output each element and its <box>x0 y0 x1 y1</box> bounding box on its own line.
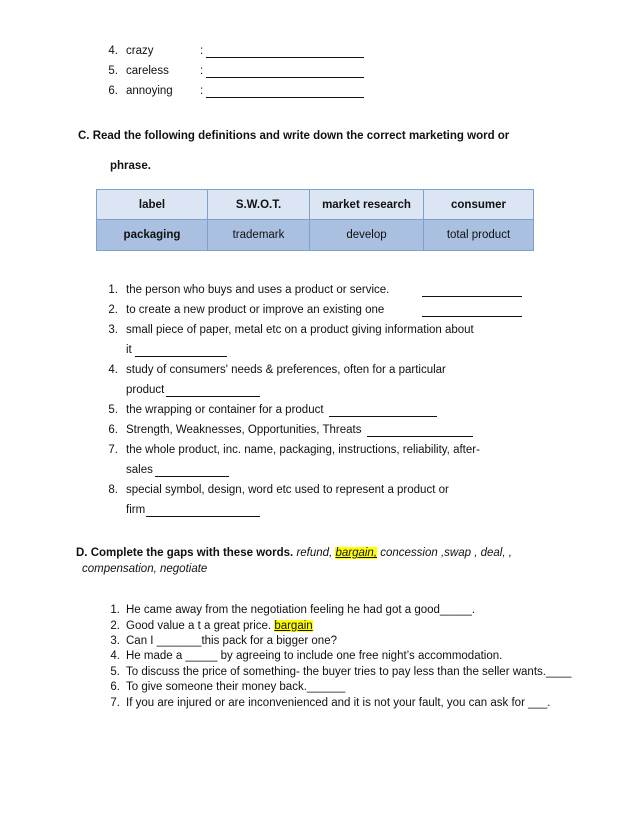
table-cell: market research <box>310 190 424 220</box>
item-text-cont: product <box>126 384 165 396</box>
item-number: 5. <box>108 404 118 416</box>
table-row <box>97 190 534 220</box>
answer-line[interactable] <box>206 45 364 58</box>
table-cell: label <box>97 190 208 220</box>
section-c-heading-cont: phrase. <box>110 160 151 172</box>
item-number: 6. <box>110 681 120 693</box>
table-row <box>97 220 534 251</box>
item-number: 2. <box>110 620 120 632</box>
adjective-word: annoying <box>126 85 173 97</box>
highlighted-answer: bargain <box>274 620 313 632</box>
table-cell: total product <box>424 220 534 251</box>
answer-line[interactable] <box>206 65 364 78</box>
item-number: 2. <box>108 304 118 316</box>
item-number: 6. <box>108 424 118 436</box>
table-cell: consumer <box>424 190 534 220</box>
word-list: refund, <box>293 547 336 559</box>
answer-line[interactable] <box>166 384 260 397</box>
section-c-heading: C. Read the following definitions and write down the correct marketing word or <box>78 130 510 142</box>
item-text: study of consumers' needs & preferences, often for a particular <box>126 364 446 376</box>
answer-line[interactable] <box>367 424 473 437</box>
answer-line[interactable] <box>135 344 227 357</box>
answer-line[interactable] <box>146 504 260 517</box>
answer-line[interactable] <box>155 464 229 477</box>
section-d-title: D. Complete the gaps with these words. <box>76 547 294 559</box>
table-cell: S.W.O.T. <box>208 190 310 220</box>
item-text: the person who buys and uses a product or service. <box>126 284 390 296</box>
highlighted-word: bargain, <box>335 547 378 559</box>
item-number: 1. <box>108 284 118 296</box>
word-list-cont: compensation, negotiate <box>82 563 208 575</box>
colon: : <box>200 65 204 77</box>
item-number: 5. <box>108 65 118 77</box>
item-number: 7. <box>108 444 118 456</box>
word-bank-table <box>96 189 534 251</box>
item-number: 4. <box>108 364 118 376</box>
item-text: To discuss the price of something- the buyer tries to pay less than the seller wants.____ <box>126 666 572 678</box>
item-text: Strength, Weaknesses, Opportunities, Threats <box>126 424 362 436</box>
item-number: 8. <box>108 484 118 496</box>
item-text-main: Good value a t a great price. <box>126 620 275 632</box>
adjective-word: crazy <box>126 45 154 57</box>
item-text: the wrapping or container for a product <box>126 404 324 416</box>
table-cell: develop <box>310 220 424 251</box>
item-number: 6. <box>108 85 118 97</box>
colon: : <box>200 45 204 57</box>
item-number: 7. <box>110 697 120 709</box>
answer-line[interactable] <box>422 284 522 297</box>
item-text: Can I _______this pack for a bigger one? <box>126 635 337 647</box>
item-text: He made a _____ by agreeing to include one free night’s accommodation. <box>126 650 503 662</box>
item-text: small piece of paper, metal etc on a product giving information about <box>126 324 474 336</box>
item-text: To give someone their money back.______ <box>126 681 346 693</box>
table-cell: packaging <box>97 220 208 251</box>
item-text-cont: sales <box>126 464 153 476</box>
item-number: 5. <box>110 666 120 678</box>
item-text-cont: it <box>126 344 132 356</box>
adjective-word: careless <box>126 65 169 77</box>
item-text-cont: firm <box>126 504 146 516</box>
item-number: 3. <box>108 324 118 336</box>
item-text <box>126 620 313 632</box>
answer-line[interactable] <box>206 85 364 98</box>
colon: : <box>200 85 204 97</box>
answer-line[interactable] <box>422 304 522 317</box>
table-cell: trademark <box>208 220 310 251</box>
word-list: concession ,swap , deal, , <box>377 547 512 559</box>
answer-line[interactable] <box>329 404 437 417</box>
item-number: 1. <box>110 604 120 616</box>
item-text: If you are injured or are inconvenienced and it is not your fault, you can ask for ___. <box>126 697 551 709</box>
item-text: to create a new product or improve an existing one <box>126 304 385 316</box>
item-text: He came away from the negotiation feeling he had got a good_____. <box>126 604 476 616</box>
item-number: 4. <box>108 45 118 57</box>
item-text: special symbol, design, word etc used to represent a product or <box>126 484 449 496</box>
section-d-heading <box>76 547 512 559</box>
item-number: 4. <box>110 650 120 662</box>
item-text: the whole product, inc. name, packaging, instructions, reliability, after- <box>126 444 480 456</box>
item-number: 3. <box>110 635 120 647</box>
